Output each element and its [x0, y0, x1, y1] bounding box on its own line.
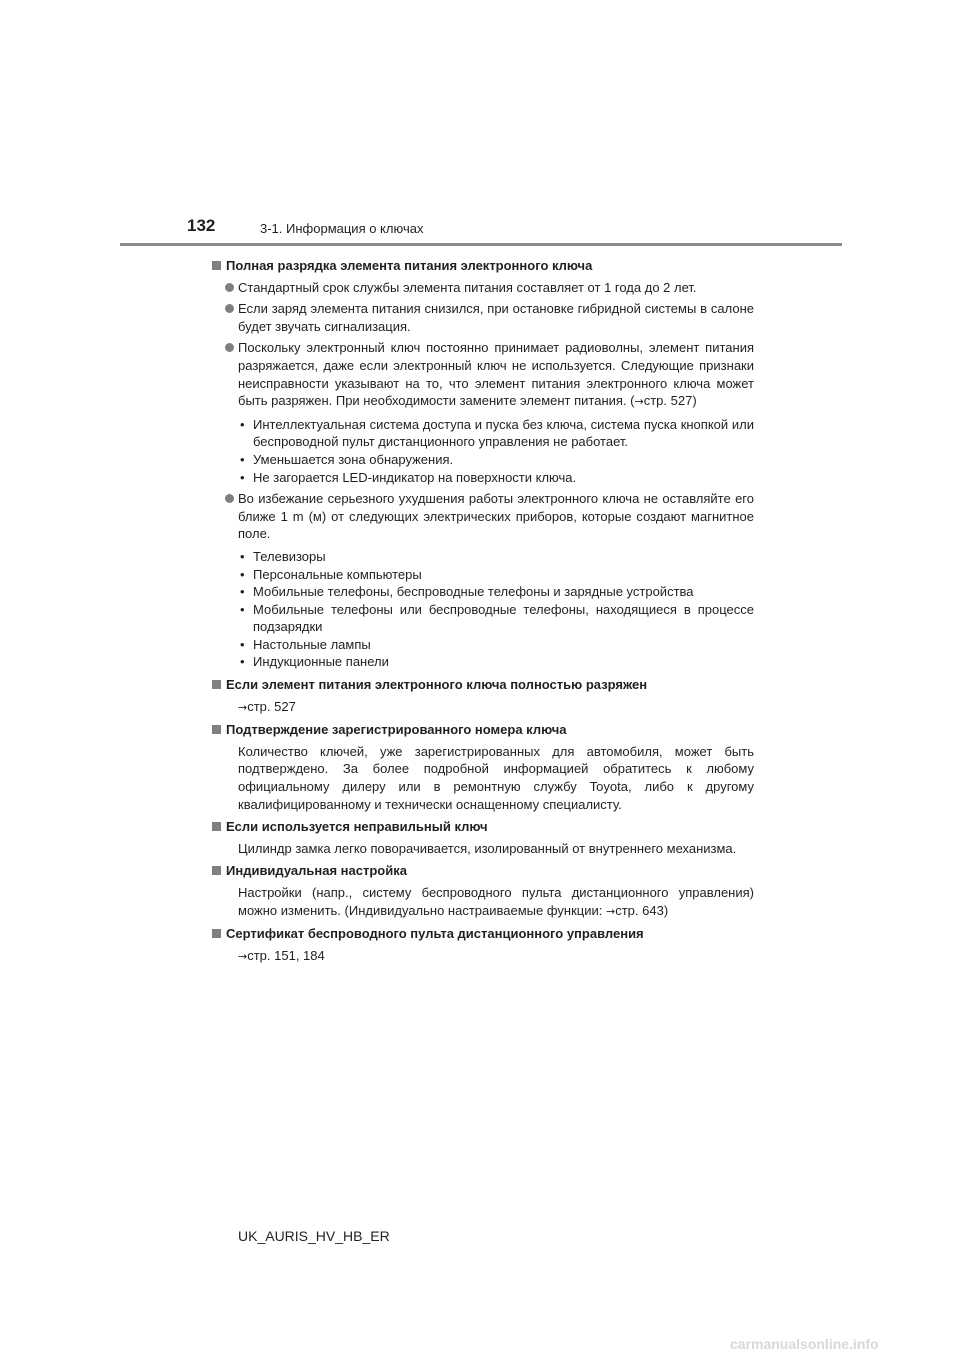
sub-item: • Не загорается LED-индикатор на поверхности ключа. [238, 469, 754, 487]
arrow-icon: → [238, 949, 248, 963]
square-bullet-icon [212, 261, 221, 270]
sub-item: • Телевизоры [238, 548, 754, 566]
sub-item: • Индукционные панели [238, 653, 754, 671]
sub-item: • Интеллектуальная система доступа и пуска без ключа, система пуска кнопкой или беспроводной пульт дистанционного управления не работает. [238, 416, 754, 451]
section-heading: Если элемент питания электронного ключа полностью разряжен [212, 676, 754, 694]
paragraph: Количество ключей, уже зарегистрированных для автомобиля, может быть подтверждено. За более подробной информацией обратитесь к любому официальному дилеру или в ремонтную службу Toyota, либо к другому квалифицированному и технически оснащенному специалисту. [238, 743, 754, 812]
watermark: carmanualsonline.info [730, 1336, 879, 1352]
square-bullet-icon [212, 866, 221, 875]
sub-list [212, 416, 754, 486]
arrow-icon: → [605, 904, 616, 918]
sub-item: • Настольные лампы [238, 636, 754, 654]
page-content [212, 257, 754, 965]
page-reference[interactable]: стр. 527 [643, 393, 693, 409]
section-heading: Индивидуальная настройка [212, 862, 754, 880]
arrow-icon: → [238, 700, 248, 714]
circle-bullet-icon [225, 283, 234, 292]
section-heading: Полная разрядка элемента питания электронного ключа [212, 257, 754, 275]
circle-bullet-icon [225, 304, 234, 313]
paragraph: Цилиндр замка легко поворачивается, изолированный от внутреннего механизма. [238, 840, 737, 856]
square-bullet-icon [212, 822, 221, 831]
section-heading: Сертификат беспроводного пульта дистанционного управления [212, 925, 754, 943]
sub-item: • Персональные компьютеры [238, 566, 754, 584]
sub-item: • Уменьшается зона обнаружения. [238, 451, 754, 469]
page-reference[interactable]: стр. 643 [615, 902, 664, 918]
sub-item: • Мобильные телефоны, беспроводные телефоны и зарядные устройства [238, 583, 754, 601]
reference-line [212, 947, 754, 966]
section-heading: Подтверждение зарегистрированного номера ключа [212, 721, 754, 739]
sub-list [212, 548, 754, 671]
page-reference[interactable]: стр. 151, 184 [247, 947, 325, 963]
footer-code: UK_AURIS_HV_HB_ER [238, 1228, 390, 1244]
bullet-item: Стандартный срок службы элемента питания составляет от 1 года до 2 лет. [212, 279, 754, 297]
square-bullet-icon [212, 929, 221, 938]
square-bullet-icon [212, 680, 221, 689]
bullet-item: Поскольку электронный ключ постоянно принимает радиоволны, элемент питания разряжается, даже если электронный ключ не используется. Следующие признаки неисправности указывают на то, что элемент питания электронного ключа может быть разряжен. При необходимости замените элемент питания. (→стр. 527) [212, 339, 754, 410]
arrow-icon: → [634, 395, 644, 409]
header-rule [120, 243, 842, 246]
circle-bullet-icon [225, 343, 234, 352]
sub-item: • Мобильные телефоны или беспроводные телефоны, находящиеся в процессе подзарядки [238, 601, 754, 636]
square-bullet-icon [212, 725, 221, 734]
circle-bullet-icon [225, 494, 234, 503]
bullet-item: Во избежание серьезного ухудшения работы электронного ключа не оставляйте его ближе 1 m (м) от следующих электрических приборов, которые создают магнитное поле. [212, 490, 754, 543]
bullet-item: Если заряд элемента питания снизился, при остановке гибридной системы в салоне будет звучать сигнализация. [212, 300, 754, 335]
reference-line [212, 698, 754, 717]
section-title: 3-1. Информация о ключах [260, 221, 424, 236]
paragraph: Настройки (напр., систему беспроводного пульта дистанционного управления) можно изменить. (Индивидуально настраиваемые функции: →стр. 643) [238, 885, 754, 918]
section-heading: Если используется неправильный ключ [212, 818, 754, 836]
page-number: 132 [187, 216, 216, 235]
page-reference[interactable]: стр. 527 [247, 698, 296, 714]
